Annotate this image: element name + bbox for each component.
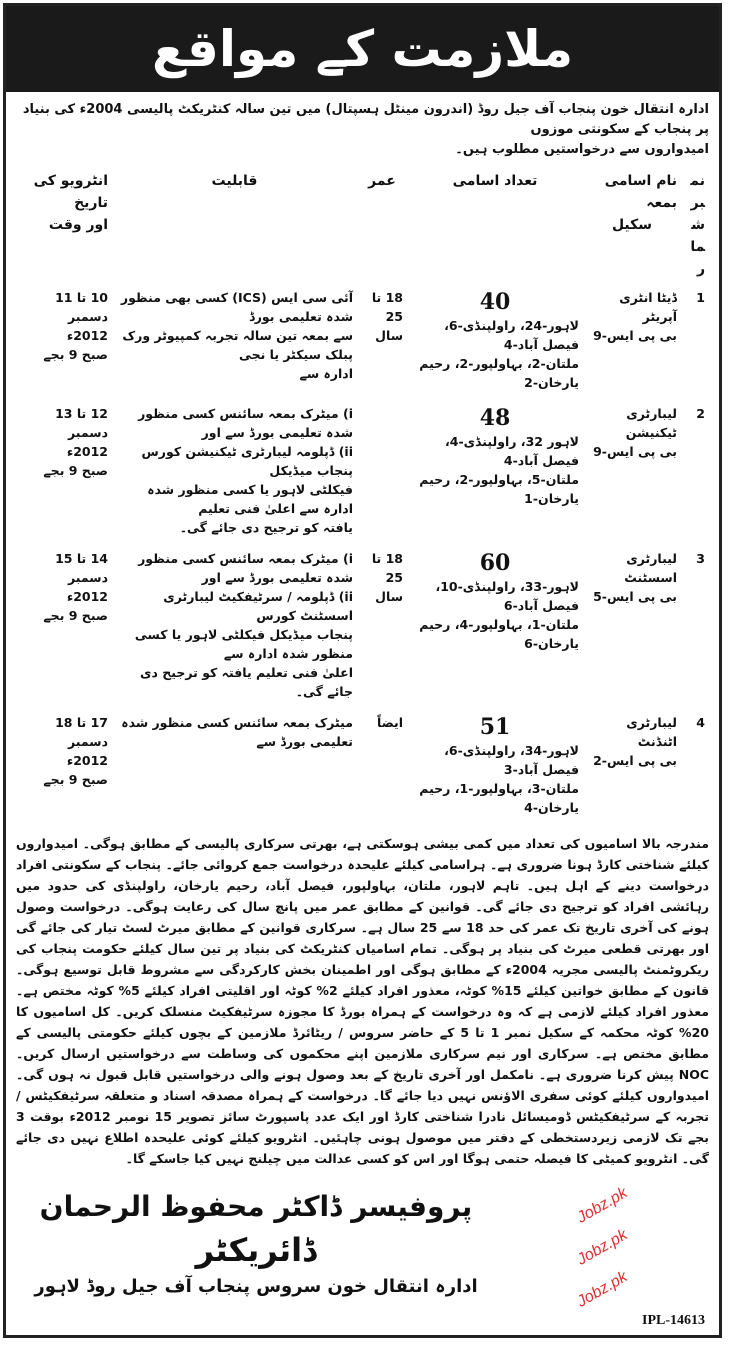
interview-date: 10 تا 11 دسمبر <box>55 290 108 324</box>
post-name: لیبارٹری اٹنڈنٹ <box>626 715 677 749</box>
age-cell <box>357 286 407 402</box>
qualification-line: ii) ڈپلومہ لیبارٹری ٹیکنیشن کورس پنجاب میڈیکل <box>141 444 353 478</box>
interview-date: 2012ء <box>66 589 108 604</box>
signatory-designation: ڈائریکٹر <box>195 1231 317 1269</box>
district-quota: لاہور-34، راولپنڈی-6، فیصل آباد-3 <box>444 743 579 777</box>
header-interview-sub: اور وقت <box>48 217 108 233</box>
terms-line: رحیم یارخان، راولپنڈی کی حدود میں رہائشی افراد کو ترجیح دی جائے گی۔ قوانین کے مطابق عمر میں پانچ سال کی رعایت ہوگی۔ درخواست وصول <box>16 878 709 914</box>
header-post-cell <box>583 168 681 286</box>
positions-table <box>10 168 709 827</box>
terms-line: مختص ہے۔ معذور افراد کیلئے لازمی ہے کہ وہ درخواست کے ہمراہ بورڈ کا مجوزہ سرٹیفکیٹ منسلک کریں۔ کل اسامیوں کا 20% کوٹہ محکمہ کے سکیل <box>16 983 709 1040</box>
title-band <box>6 6 719 92</box>
interview-date: صبح 9 بجے <box>43 463 108 478</box>
header-age: عمر <box>368 173 396 189</box>
watermark: Jobz.pk <box>574 1268 631 1311</box>
age-range: 25 سال <box>375 309 403 343</box>
terms-line: ہراسامی کیلئے علیحدہ درخواست جمع کروائی جائے۔ پنجاب کے سکونتی افراد درخواست دینے کے اہل ہیں۔ تاہم لاہور، ملتان، بہاولپور، فیصل آباد، <box>16 857 709 893</box>
signatory-address: ادارہ انتقال خون سروس پنجاب آف جیل روڈ لاہور <box>34 1276 478 1297</box>
district-quota: ملتان-5، بہاولپور-2، رحیم یارخان-1 <box>419 472 579 506</box>
terms-line: نادرا شناختی کارڈ اور ایک عدد پاسپورٹ سائز تصویر 15 نومبر 2012ء بوقت 3 بجے تک لازمی زیردستخطی کے دفتر میں موصول ہونی چاہئیں۔ انٹرویو <box>16 1109 709 1145</box>
terms-line: کیلئے کوئی علیحدہ اطلاع نہیں دی جائے گی۔ انٹرویو کمیٹی کا فیصلہ حتمی ہوگا اور اس کو کسی عدالت میں چیلنج نہیں کیا جاسکے گا۔ <box>16 1130 709 1166</box>
terms-line: وساطت سے درخواستیں ارسال کریں۔ NOC پیش کرنا ضروری ہے۔ نامکمل اور آخری تاریخ کے بعد وصول ہونے والی درخواستیں قابل قبول نہ <box>16 1046 709 1082</box>
post-count: 60 <box>479 550 511 576</box>
post-cell <box>583 286 681 402</box>
header-number-sub: شمار <box>690 217 705 277</box>
header-count: تعداد اسامی <box>452 173 538 189</box>
terms-line: مندرجہ بالا اسامیوں کی تعداد میں کمی بیشی ہوسکتی ہے، بھرتی سرکاری پالیسی کے مطابق ہوگی۔ امیدواروں کیلئے شناختی کارڈ ہونا ضروری ہے۔ <box>16 836 710 872</box>
interview-date: 14 تا 15 دسمبر <box>55 551 108 585</box>
header-interview: انٹرویو کی تاریخ <box>33 173 108 211</box>
table-row <box>10 547 709 711</box>
terms-line: نمبر 1 تا 5 کے حاضر سروس / ریٹائرڈ ملازمین کے بچوں کیلئے حکومتی پالیسی کے مطابق مختص ہے۔ سرکاری اور نیم سرکاری ملازمین اپنے محکموں کی <box>16 1025 709 1061</box>
age-range: 18 تا <box>371 551 403 566</box>
terms-line: ہوں گی۔ امیدواروں کیلئے کوئی سفری الاؤنس نہیں دیا جائے گا۔ درخواست کے ہمراہ مصدقہ اسناد و متعلقہ سرٹیفکیٹس / تجربہ کے سرٹیفکیٹس ڈومیسائل <box>16 1067 709 1124</box>
post-name: بی پی ایس-2 <box>593 753 677 768</box>
table-header-row <box>10 168 709 286</box>
header-interview-cell <box>10 168 112 286</box>
terms-line: کارکردگی سے مشروط قابل توسیع ہوگی۔ قانون کے مطابق خواتین کیلئے 15% کوٹہ، معذور افراد کیلئے 2% کوٹہ اور اقلیتی افراد کیلئے 5% کوٹہ <box>16 962 710 998</box>
qualification-line: i) میٹرک بمعہ سائنس کسی منظور شدہ تعلیمی بورڈ سے اور <box>138 406 353 440</box>
district-quota: ملتان-3، بہاولپور-1، رحیم یارخان-4 <box>419 781 579 815</box>
post-cell <box>583 547 681 711</box>
interview-date: صبح 9 بجے <box>43 608 108 623</box>
post-name: ڈیٹا انٹری آپریٹر <box>619 290 677 324</box>
count-cell <box>407 286 583 402</box>
table-row <box>10 402 709 547</box>
post-count: 48 <box>479 405 511 431</box>
header-number-cell <box>681 168 709 286</box>
age-cell <box>357 402 407 547</box>
interview-date: 17 تا 18 دسمبر <box>55 715 108 749</box>
interview-cell <box>10 286 112 402</box>
qualification-line: i) میٹرک بمعہ سائنس کسی منظور شدہ تعلیمی بورڈ سے اور <box>138 551 353 585</box>
signatory-name: پروفیسر ڈاکٹر محفوظ الرحمان <box>39 1190 473 1223</box>
interview-date: صبح 9 بجے <box>43 772 108 787</box>
qualification-line: پنجاب میڈیکل فیکلٹی لاہور یا کسی منظور شدہ ادارہ سے <box>134 627 353 661</box>
row-number: 3 <box>696 551 705 566</box>
qualification-line: آئی سی ایس (ICS) کسی بھی منظور شدہ تعلیمی بورڈ <box>120 290 353 324</box>
post-cell <box>583 711 681 827</box>
post-name: بی پی ایس-9 <box>593 328 677 343</box>
count-cell <box>407 711 583 827</box>
intro-line: ادارہ انتقال خون پنجاب آف جیل روڈ (اندرون مینٹل ہسپتال) میں تین سالہ کنٹریکٹ پالیسی 2004ء کی بنیاد پر پنجاب کے سکونتی موزوں <box>22 102 709 137</box>
age-cell <box>357 711 407 827</box>
post-count: 51 <box>479 714 511 740</box>
qualification-line: میٹرک بمعہ سائنس کسی منظور شدہ تعلیمی بورڈ سے <box>121 715 353 749</box>
ad-border <box>3 3 722 1338</box>
intro-line: امیدواروں سے درخواستیں مطلوب ہیں۔ <box>455 142 709 157</box>
post-count: 40 <box>479 289 511 315</box>
terms-line: ہوگی۔ تمام اسامیاں کنٹریکٹ کی بنیاد پر تین سال کیلئے حکومت پنجاب کی ریکروٹمنٹ پالیسی مجریہ 2004ء کے مطابق ہوگی اور اطمینان بخش <box>16 941 709 977</box>
ad-title: ملازمت کے مواقع <box>151 20 574 78</box>
qualification-line: سے بمعہ تین سالہ تجربہ کمپیوٹر ورک پبلک سیکٹر یا نجی <box>122 328 353 362</box>
intro <box>16 100 709 160</box>
count-cell <box>407 547 583 711</box>
interview-cell <box>10 711 112 827</box>
row-number: 4 <box>696 715 705 730</box>
age-range: ایضاً <box>377 715 403 730</box>
table-row <box>10 711 709 827</box>
watermark: Jobz.pk <box>574 1184 631 1227</box>
table-row <box>10 286 709 402</box>
age-range: 25 سال <box>375 570 403 604</box>
interview-date: 2012ء <box>66 328 108 343</box>
footer <box>16 1184 709 1329</box>
watermark: Jobz.pk <box>574 1226 631 1269</box>
qualification-line: فیکلٹی لاہور یا کسی منظور شدہ ادارہ سے اعلیٰ فنی تعلیم <box>147 482 353 516</box>
qualification-cell <box>112 711 357 827</box>
age-cell <box>357 547 407 711</box>
header-post: نام اسامی بمعہ <box>604 173 677 211</box>
reference-code: IPL-14613 <box>642 1313 705 1328</box>
signature-block <box>16 1187 496 1329</box>
post-name: لیبارٹری اسسٹنٹ <box>624 551 677 585</box>
footer-side <box>496 1184 709 1329</box>
header-post-sub: سکیل <box>611 217 653 233</box>
header-number: نمبر <box>690 173 705 211</box>
age-range: 18 تا <box>371 290 403 305</box>
qualification-line: ii) ڈپلومہ / سرٹیفکیٹ لیبارٹری اسسٹنٹ کورس <box>163 589 353 623</box>
district-quota: ملتان-1، بہاولپور-4، رحیم یارخان-6 <box>419 617 579 651</box>
header-qualification: قابلیت <box>211 173 258 189</box>
post-name: بی پی ایس-9 <box>593 444 677 459</box>
interview-cell <box>10 402 112 547</box>
qualification-line: یافتہ کو ترجیح دی جائے گی۔ <box>179 520 353 535</box>
post-name: بی پی ایس-5 <box>593 589 677 604</box>
terms-paragraph <box>16 833 709 1169</box>
row-number: 2 <box>696 406 705 421</box>
interview-date: 2012ء <box>66 753 108 768</box>
interview-date: 2012ء <box>66 444 108 459</box>
row-number: 1 <box>696 290 705 305</box>
interview-date: 12 تا 13 دسمبر <box>55 406 108 440</box>
qualification-cell <box>112 286 357 402</box>
interview-date: صبح 9 بجے <box>43 347 108 362</box>
qualification-line: اعلیٰ فنی تعلیم یافتہ کو ترجیح دی جائے گی۔ <box>140 665 353 699</box>
district-quota: لاہور 32، راولپنڈی-4، فیصل آباد-4 <box>444 434 579 468</box>
interview-cell <box>10 547 112 711</box>
district-quota: ملتان-2، بہاولپور-2، رحیم یارخان-2 <box>419 356 579 390</box>
count-cell <box>407 402 583 547</box>
post-cell <box>583 402 681 547</box>
qualification-cell <box>112 547 357 711</box>
district-quota: لاہور-24، راولپنڈی-6، فیصل آباد-4 <box>444 318 579 352</box>
district-quota: لاہور-33، راولپنڈی-10، فیصل آباد-6 <box>435 579 579 613</box>
qualification-line: ادارہ سے <box>299 366 353 381</box>
qualification-cell <box>112 402 357 547</box>
terms-line: ہونے کی آخری تاریخ تک عمر کی حد 18 سے 25 سال ہے۔ سرکاری قوانین کے مطابق میرٹ لسٹ تیار کی جائے گی اور بھرتی قطعی میرٹ کی بنیاد پر <box>16 920 709 956</box>
post-name: لیبارٹری ٹیکنیشن <box>625 406 677 440</box>
